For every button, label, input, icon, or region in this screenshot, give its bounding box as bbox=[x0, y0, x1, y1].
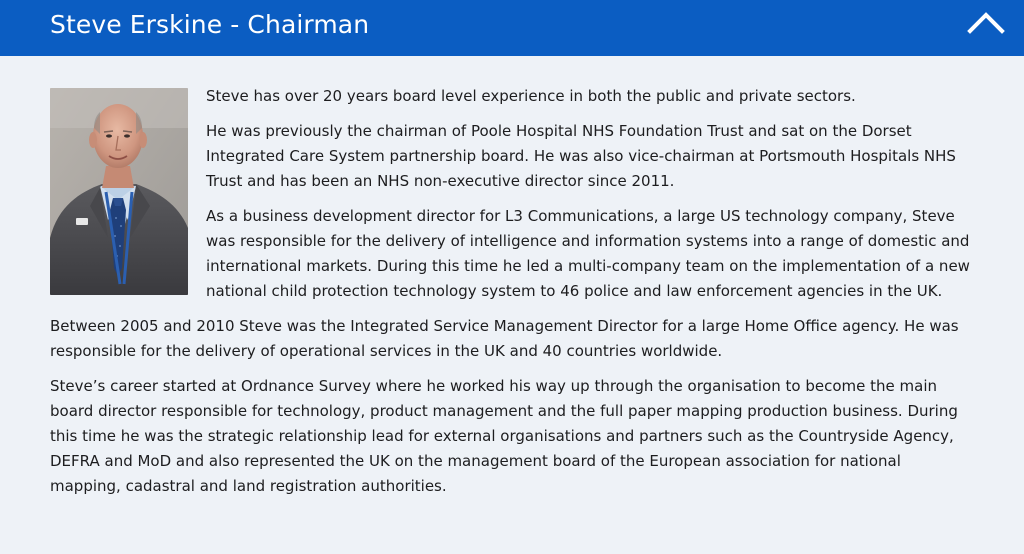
bio-paragraph: Steve has over 20 years board level experience in both the public and private sectors. bbox=[206, 87, 856, 105]
profile-photo bbox=[50, 88, 188, 295]
section-title: Steve Erskine - Chairman bbox=[50, 9, 370, 39]
chevron-up-icon[interactable] bbox=[966, 8, 1006, 36]
bio-paragraph: He was previously the chairman of Poole Hospital NHS Foundation Trust and sat on the Dorset Integrated Care System partnership board. He was also vice-chairman at Portsmouth Hospitals NHS Trust and has been an NHS non-executive director since 2011. bbox=[206, 122, 956, 190]
bio-content bbox=[50, 88, 975, 509]
bio-paragraph: Between 2005 and 2010 Steve was the Integrated Service Management Director for a large Home Office agency. He was responsible for the delivery of operational services in the UK and 40 countries worldwide. bbox=[50, 317, 959, 360]
portrait-image bbox=[50, 88, 188, 295]
bio-paragraph: As a business development director for L3 Communications, a large US technology company, Steve was responsible for the delivery of intelligence and information systems into a range of domestic and international markets. During this time he led a multi-company team on the implementation of a new national child protection technology system to 46 police and law enforcement agencies in the UK. bbox=[206, 207, 970, 300]
accordion-header[interactable] bbox=[0, 0, 1024, 56]
bio-paragraph: Steve’s career started at Ordnance Survey where he worked his way up through the organisation to become the main board director responsible for technology, product management and the full paper mapping production business. During this time he was the strategic relationship lead for external organisations and partners such as the Countryside Agency, DEFRA and MoD and also represented the UK on the management board of the European association for national mapping, cadastral and land registration authorities. bbox=[50, 377, 958, 495]
